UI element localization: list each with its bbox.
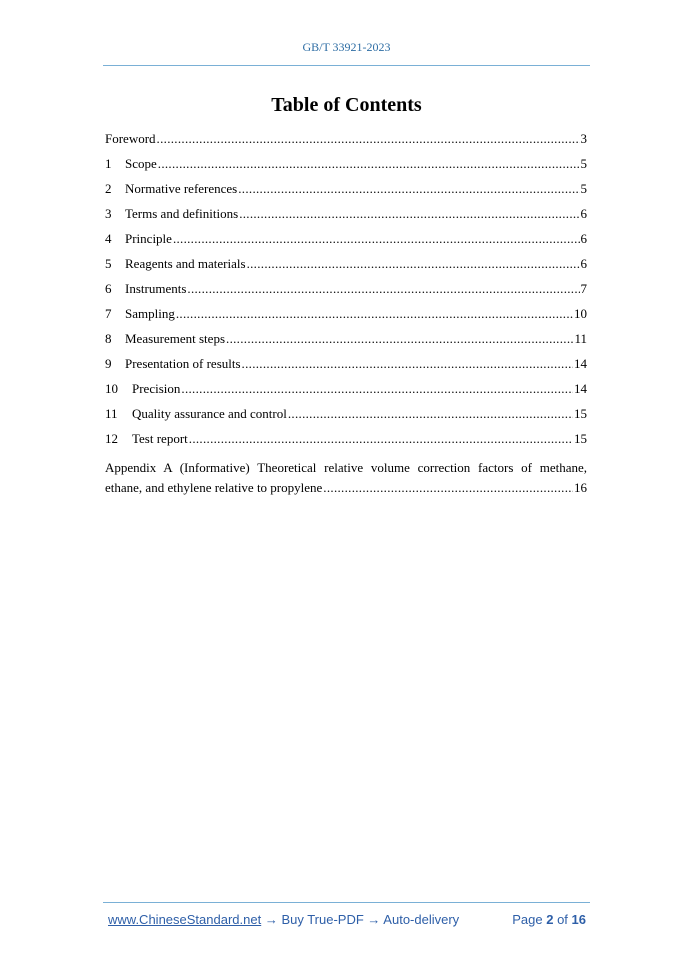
toc-entry-title: Measurement steps	[125, 331, 226, 346]
toc-leader	[181, 381, 573, 397]
toc-entry-page: 6	[580, 256, 587, 271]
toc-entry-number: 11	[105, 406, 118, 421]
toc-entry-title: Reagents and materials	[125, 256, 246, 271]
footer-promo-text: → Buy True-PDF → Auto-delivery	[264, 912, 460, 927]
toc-entry-title: Scope	[125, 156, 157, 171]
toc-entry-page: 5	[580, 181, 587, 196]
toc-entry-measurement-steps[interactable]	[105, 331, 587, 356]
toc-entry-precision[interactable]	[105, 381, 587, 406]
header-standard-code: GB/T 33921-2023	[302, 40, 391, 54]
toc-leader	[238, 181, 579, 197]
toc-entry-number: 12	[105, 431, 118, 446]
footer-divider	[103, 902, 590, 903]
toc-entry-number: 2	[105, 181, 112, 196]
toc-leader	[157, 131, 580, 147]
toc-entry-quality-assurance[interactable]	[105, 406, 587, 431]
toc-list	[105, 131, 587, 498]
appendix-title-line-2: ethane, and ethylene relative to propylene	[105, 480, 323, 495]
toc-leader	[173, 231, 580, 247]
toc-entry-normative-references[interactable]	[105, 181, 587, 206]
toc-leader	[242, 356, 573, 372]
header-divider	[103, 65, 590, 66]
footer-promo	[108, 912, 459, 927]
toc-entry-number: 5	[105, 256, 112, 271]
toc-entry-title: Sampling	[125, 306, 175, 321]
toc-leader	[187, 281, 579, 297]
toc-entry-title: Precision	[132, 381, 181, 396]
of-word: of	[557, 912, 568, 927]
toc-entry-scope[interactable]	[105, 156, 587, 181]
toc-entry-page: 14	[574, 381, 587, 396]
toc-entry-page: 6	[580, 231, 587, 246]
page-current: 2	[546, 912, 554, 927]
toc-leader	[239, 206, 579, 222]
toc-entry-page: 7	[580, 281, 587, 296]
toc-entry-reagents-and-materials[interactable]	[105, 256, 587, 281]
toc-entry-title: Presentation of results	[125, 356, 241, 371]
toc-entry-number: 9	[105, 356, 112, 371]
toc-entry-page: 15	[574, 406, 587, 421]
toc-entry-number: 7	[105, 306, 112, 321]
footer	[108, 912, 586, 927]
page-word: Page	[512, 912, 543, 927]
appendix-title-line-1: Appendix A (Informative) Theoretical relative volume correction factors of methane,	[105, 460, 587, 475]
toc-entry-page: 16	[574, 480, 587, 495]
toc-entry-terms-and-definitions[interactable]	[105, 206, 587, 231]
toc-entry-instruments[interactable]	[105, 281, 587, 306]
toc-leader	[189, 431, 573, 447]
toc-entry-number: 4	[105, 231, 112, 246]
toc-entry-number: 6	[105, 281, 112, 296]
appendix-title-line-2-row	[105, 478, 587, 498]
toc-entry-foreword[interactable]	[105, 131, 587, 156]
toc-entry-title: Quality assurance and control	[132, 406, 287, 421]
toc-leader	[226, 331, 573, 347]
toc-entry-number: 3	[105, 206, 112, 221]
toc-entry-page: 5	[580, 156, 587, 171]
toc-entry-page: 15	[574, 431, 587, 446]
toc-leader	[288, 406, 573, 422]
footer-site-link[interactable]: www.ChineseStandard.net	[108, 912, 262, 927]
toc-entry-page: 10	[574, 306, 587, 321]
toc-entry-title: Terms and definitions	[125, 206, 239, 221]
toc-entry-title: Test report	[132, 431, 188, 446]
toc-entry-test-report[interactable]	[105, 431, 587, 456]
page-indicator	[512, 912, 586, 927]
toc-entry-principle[interactable]	[105, 231, 587, 256]
toc-leader	[176, 306, 573, 322]
toc-leader	[158, 156, 580, 172]
toc-leader	[247, 256, 580, 272]
toc-entry-title: Instruments	[125, 281, 187, 296]
toc-entry-title: Foreword	[105, 131, 156, 146]
toc-entry-page: 14	[574, 356, 587, 371]
toc-title: Table of Contents	[271, 94, 422, 116]
toc-entry-title: Principle	[125, 231, 172, 246]
toc-entry-presentation-of-results[interactable]	[105, 356, 587, 381]
toc-entry-appendix-a[interactable]	[105, 458, 587, 498]
toc-entry-title: Normative references	[125, 181, 238, 196]
toc-entry-page: 3	[580, 131, 587, 146]
toc-entry-number: 10	[105, 381, 118, 396]
toc-entry-number: 8	[105, 331, 112, 346]
page-total: 16	[571, 912, 586, 927]
toc-entry-number: 1	[105, 156, 112, 171]
toc-entry-sampling[interactable]	[105, 306, 587, 331]
toc-entry-page: 11	[574, 331, 587, 346]
toc-leader	[323, 478, 573, 498]
toc-entry-page: 6	[580, 206, 587, 221]
